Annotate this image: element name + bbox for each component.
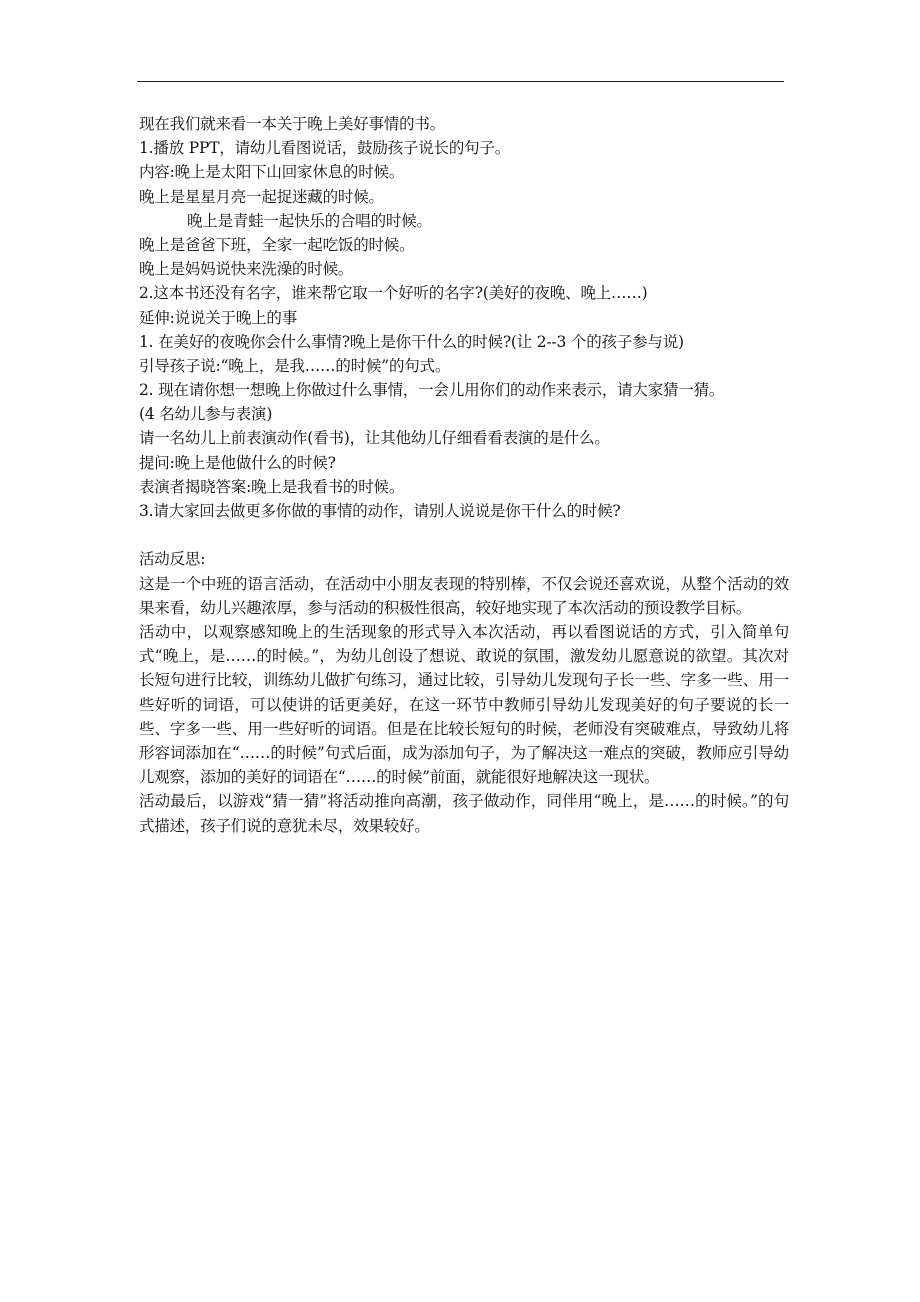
document-body <box>139 112 789 838</box>
text-line: 表演者揭晓答案:晚上是我看书的时候。 <box>139 477 405 496</box>
text-line: 2. 现在请你想一想晚上你做过什么事情，一会儿用你们的动作来表示，请大家猜一猜。 <box>139 381 725 400</box>
header-rule <box>137 81 784 82</box>
reflection-paragraph: 活动最后，以游戏“猜一猜”将活动推向高潮，孩子做动作，同伴用“晚上，是……的时候。”的句式描述，孩子们说的意犹未尽，效果较好。 <box>139 792 789 835</box>
text-line: 提问:晚上是他做什么的时候? <box>139 453 336 472</box>
paragraph-gap <box>139 523 789 547</box>
reflection-heading: 活动反思: <box>139 550 206 569</box>
text-line: 内容:晚上是太阳下山回家休息的时候。 <box>139 163 405 182</box>
text-line: 晚上是爸爸下班，全家一起吃饭的时候。 <box>139 235 415 254</box>
text-line: 1. 在美好的夜晚你会什么事情?晚上是你干什么的时候?(让 2--3 个的孩子参与说) <box>139 332 684 351</box>
text-line: 晚上是妈妈说快来洗澡的时候。 <box>139 260 354 279</box>
text-line: 晚上是星星月亮一起捉迷藏的时候。 <box>139 187 384 206</box>
reflection-paragraph: 这是一个中班的语言活动，在活动中小朋友表现的特别棒，不仅会说还喜欢说，从整个活动的效果来看，幼儿兴趣浓厚，参与活动的积极性很高，较好地实现了本次活动的预设教学目标。 <box>139 574 789 617</box>
text-line: 晚上是青蛙一起快乐的合唱的时候。 <box>187 211 432 230</box>
text-line: 现在我们就来看一本关于晚上美好事情的书。 <box>139 115 446 133</box>
text-line: 请一名幼儿上前表演动作(看书)，让其他幼儿仔细看看表演的是什么。 <box>139 429 610 448</box>
text-line: 延伸:说说关于晚上的事 <box>139 308 298 327</box>
text-line: (4 名幼儿参与表演) <box>139 405 273 424</box>
reflection-paragraph: 活动中，以观察感知晚上的生活现象的形式导入本次活动，再以看图说话的方式，引入简单句式“晚上，是……的时候。”，为幼儿创设了想说、敢说的氛围，激发幼儿愿意说的欲望。其次对长短句进行比较，训练幼儿做扩句练习，通过比较，引导幼儿发现句子长一些、字多一些、用一些好听的词语，可以使讲的话更美好，在这一环节中教师引导幼儿发现美好的句子要说的长一些、字多一些、用一些好听的词语。但是在比较长短句的时候，老师没有突破难点，导致幼儿将形容词添加在“……的时候”句式后面，成为添加句子，为了解决这一难点的突破，教师应引导幼儿观察，添加的美好的词语在“……的时候”前面，就能很好地解决这一现状。 <box>139 622 789 787</box>
text-line: 引导孩子说:“晚上，是我……的时候”的句式。 <box>139 356 451 375</box>
text-line: 3.请大家回去做更多你做的事情的动作，请别人说说是你干什么的时候? <box>139 502 621 520</box>
text-line: 1.播放 PPT，请幼儿看图说话，鼓励孩子说长的句子。 <box>139 139 511 158</box>
text-line: 2.这本书还没有名字，谁来帮它取一个好听的名字?(美好的夜晚、晚上……) <box>139 284 648 303</box>
